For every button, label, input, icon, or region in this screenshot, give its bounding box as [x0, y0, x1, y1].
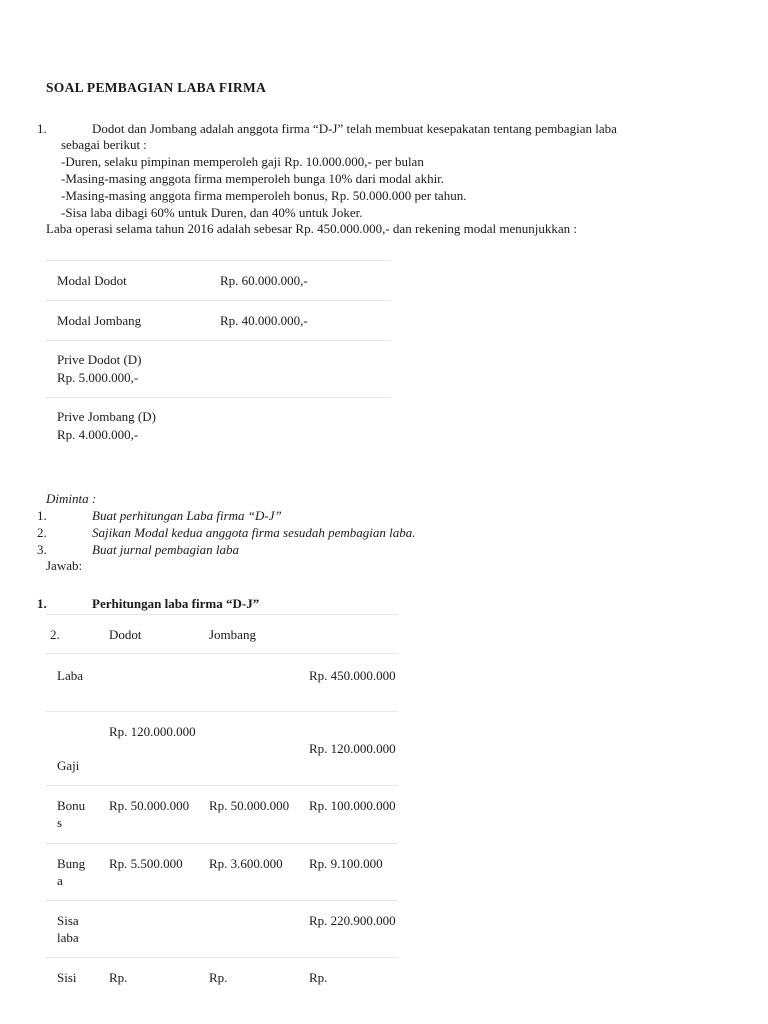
capital-table: [46, 260, 391, 454]
capital-value: Rp. 40.000.000,-: [220, 313, 308, 328]
diminta-item-number: 1.: [37, 508, 47, 523]
capital-value: Rp. 60.000.000,-: [220, 273, 308, 288]
row-label: Bonus: [57, 798, 86, 830]
diminta-item-number: 3.: [37, 542, 47, 557]
term-bonus: -Masing-masing anggota firma memperoleh bonus, Rp. 50.000.000 per tahun.: [61, 188, 467, 203]
question-intro-line1: Dodot dan Jombang adalah anggota firma “D-J” telah membuat kesepakatan tentang pembagian laba: [92, 121, 617, 136]
prive-label: Prive Dodot (D): [57, 352, 142, 367]
row-label: Sisi: [57, 970, 77, 985]
capital-label: Modal Dodot: [57, 273, 127, 288]
table-row: [46, 900, 398, 957]
diminta-item-text: Buat jurnal pembagian laba: [92, 542, 239, 557]
term-remaining-profit: -Sisa laba dibagi 60% untuk Duren, dan 40% untuk Joker.: [61, 205, 363, 220]
jawab-label: Jawab:: [46, 558, 83, 573]
row-total: Rp. 450.000.000: [309, 668, 396, 683]
table-row: [46, 260, 391, 300]
row-label: Sisa laba: [57, 913, 79, 945]
diminta-item-number: 2.: [37, 525, 47, 540]
row-total: Rp. 120.000.000: [309, 741, 396, 756]
question-number: 1.: [37, 121, 47, 136]
prive-value: Rp. 4.000.000,-: [57, 427, 139, 442]
table-row: [46, 711, 398, 785]
operating-profit-line: Laba operasi selama tahun 2016 adalah sebesar Rp. 450.000.000,- dan rekening modal menunjukkan :: [46, 221, 578, 236]
diminta-item-text: Buat perhitungan Laba firma “D-J”: [92, 508, 282, 523]
table-row: [46, 957, 398, 1018]
header-number: 2.: [50, 627, 60, 642]
row-dodot: Rp. 50.000.000: [109, 798, 190, 813]
prive-cell: [57, 351, 142, 387]
diminta-item-text: Sajikan Modal kedua anggota firma sesudah pembagian laba.: [92, 525, 416, 540]
row-label: Gaji: [57, 758, 80, 773]
header-dodot: Dodot: [109, 627, 142, 642]
row-total: Rp. 220.900.000: [309, 913, 396, 928]
row-label: Laba: [57, 668, 83, 683]
term-interest: -Masing-masing anggota firma memperoleh bunga 10% dari modal akhir.: [61, 171, 445, 186]
question-intro-line2: sebagai berikut :: [61, 137, 147, 152]
answer-number: 1.: [37, 596, 47, 611]
table-header-row: [46, 614, 398, 653]
answer-heading: Perhitungan laba firma “D-J”: [92, 596, 260, 611]
prive-cell: [57, 408, 156, 444]
table-row: [46, 653, 398, 711]
row-total: Rp. 100.000.000: [309, 798, 396, 813]
row-dodot: Rp.: [109, 970, 128, 985]
row-jombang: Rp. 3.600.000: [209, 856, 283, 871]
capital-label: Modal Jombang: [57, 313, 142, 328]
prive-label: Prive Jombang (D): [57, 409, 156, 424]
table-row: [46, 397, 391, 454]
prive-value: Rp. 5.000.000,-: [57, 370, 139, 385]
table-row: [46, 340, 391, 397]
row-jombang: Rp. 50.000.000: [209, 798, 290, 813]
row-jombang: Rp.: [209, 970, 228, 985]
table-row: [46, 785, 398, 843]
table-row: [46, 843, 398, 900]
row-dodot: Rp. 5.500.000: [109, 856, 183, 871]
profit-calculation-table: [46, 614, 398, 1018]
row-dodot: Rp. 120.000.000: [109, 724, 196, 739]
row-total: Rp.: [309, 970, 328, 985]
row-label: Bunga: [57, 856, 86, 888]
table-row: [46, 300, 391, 340]
term-salary: -Duren, selaku pimpinan memperoleh gaji Rp. 10.000.000,- per bulan: [61, 154, 424, 169]
header-jombang: Jombang: [209, 627, 256, 642]
diminta-heading: Diminta :: [46, 491, 97, 506]
row-total: Rp. 9.100.000: [309, 856, 383, 871]
document-title: SOAL PEMBAGIAN LABA FIRMA: [46, 80, 267, 95]
